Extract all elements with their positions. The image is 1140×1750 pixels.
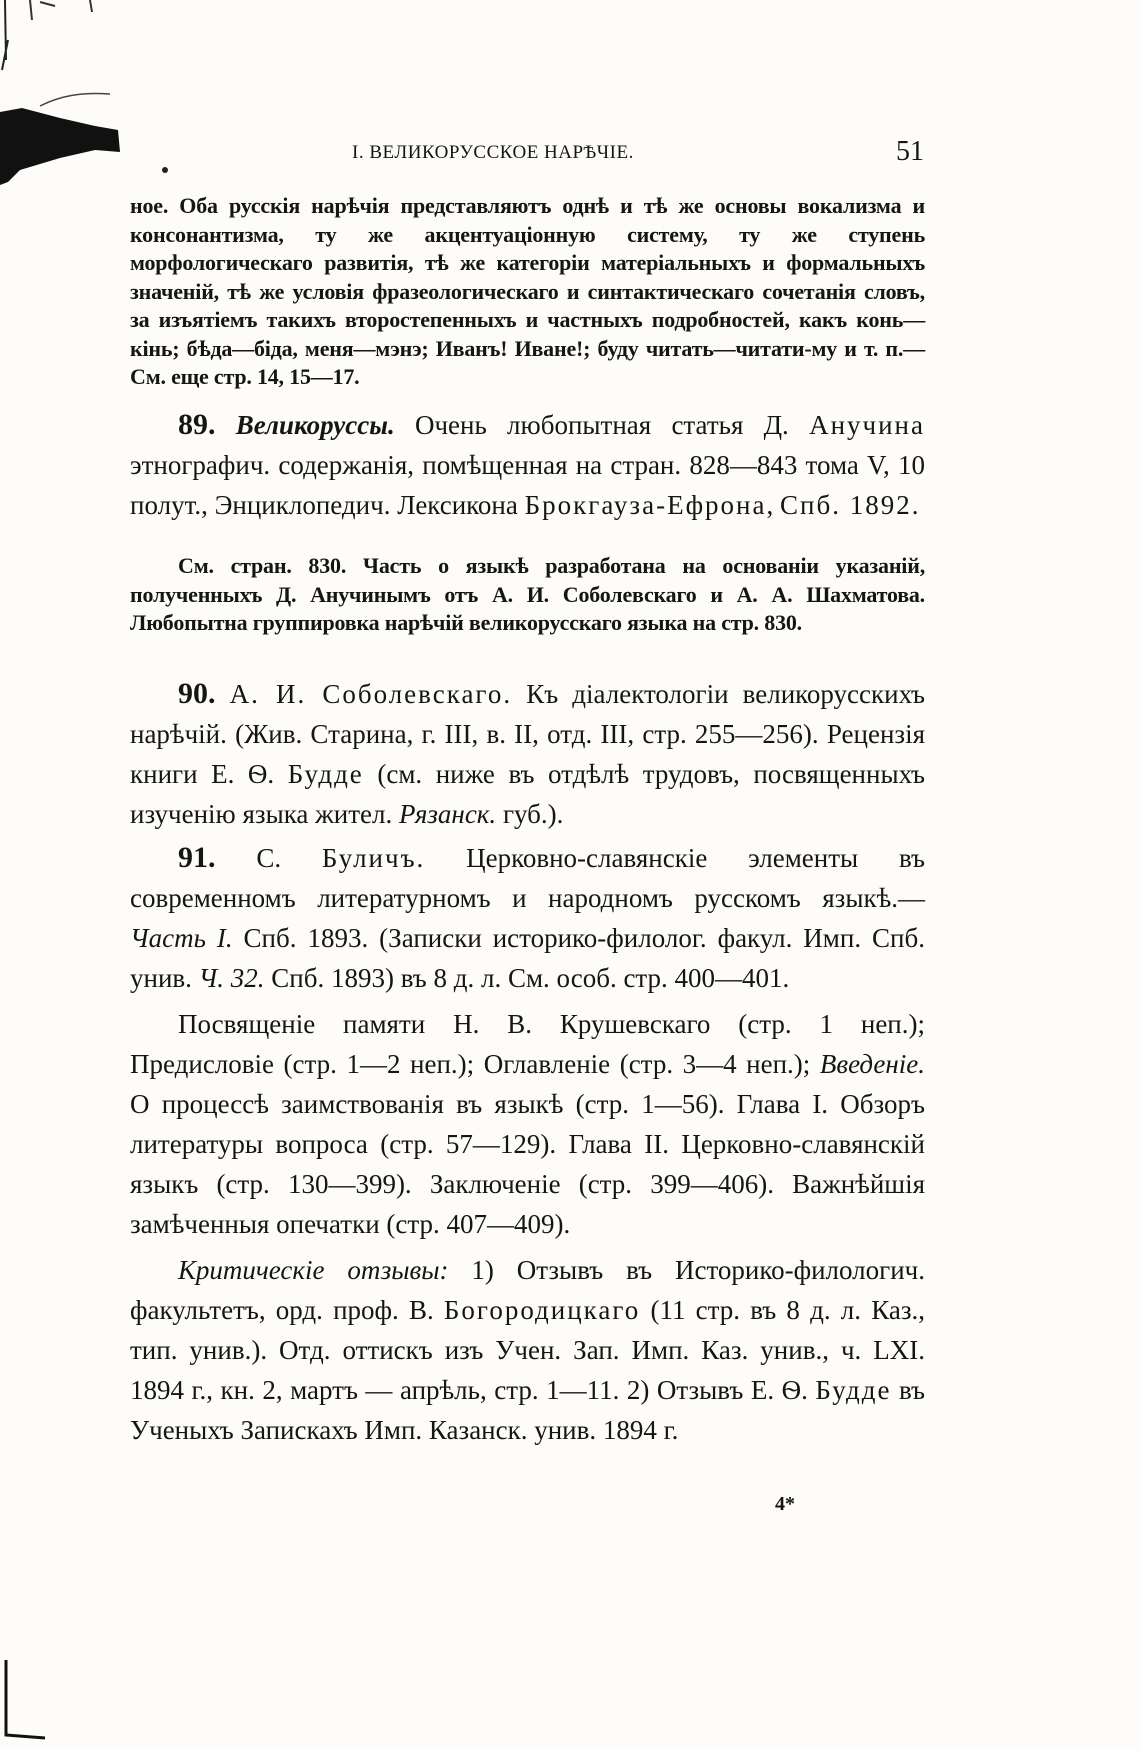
- entry-89-note: [130, 552, 925, 638]
- author-name: Буличъ.: [321, 843, 426, 873]
- italic-text: Ч. 32.: [198, 963, 265, 993]
- italic-text: Часть I.: [130, 923, 233, 953]
- entry-place: Спб. 1892.: [780, 490, 921, 520]
- author-name: А. И. Соболевскаго.: [229, 679, 513, 709]
- reviews-label: Критическіе отзывы:: [178, 1255, 449, 1285]
- author-name: Анучина: [809, 410, 925, 440]
- contents-text: О процессѣ заимствованія въ языкѣ (стр. 1—56). Глава I. Обзоръ литературы вопроса (стр. 57—129). Глава II. Церковно-славянскій языкъ (стр. 130—399). Заключеніе (стр. 399—406). Важнѣйшія замѣченныя опечатки (стр. 407—409).: [130, 1089, 925, 1239]
- italic-text: Рязанск.: [399, 799, 497, 829]
- printer-signature: 4*: [775, 1493, 795, 1515]
- italic-text: Введеніе.: [819, 1049, 926, 1079]
- entry-text: этнографич. содержанія, помѣщенная на стран. 828—843 тома V, 10 полут., Энциклопедич. Лексикона: [130, 450, 925, 520]
- entry-91: [130, 838, 925, 1450]
- entry-text: (см. ниже въ отдѣлѣ трудовъ, посвященныхъ изученію языка жител.: [130, 759, 926, 829]
- punctuation: ,: [766, 490, 774, 520]
- running-header: [130, 136, 930, 176]
- author-name: Будде: [287, 759, 364, 789]
- entry-number: 89.: [178, 408, 216, 441]
- note-text: См. стран. 830. Часть о языкѣ разработана на основаніи указаній, полученныхъ Д. Анучинымъ отъ А. И. Соболевскаго и А. А. Шахматова. Любопытна группировка нарѣчій великорусскаго языка на стр. 830.: [130, 553, 925, 635]
- page-number: 51: [896, 136, 924, 167]
- entry-90: [130, 674, 925, 834]
- reviewer-name: Будде: [815, 1375, 892, 1405]
- reviews-text: (11 стр. въ 8 д. л. Каз., тип. унив.). Отд. оттискъ изъ Учен. Зап. Имп. Каз. унив., ч. LXI. 1894 г., кн. 2, мартъ — апрѣль, стр. 1—11. 2) Отзывъ Е. Ѳ.: [130, 1295, 925, 1405]
- entry-text: Къ діалектологіи великорусскихъ нарѣчій. (Жив. Старина, г. III, в. II, отд. III, стр. 255—256). Рецензія книги Е. Ѳ.: [130, 679, 926, 789]
- publisher-name: Брокгауза-Ефрона: [524, 490, 767, 520]
- binding-mark: [0, 1660, 60, 1750]
- header-title: I. ВЕЛИКОРУССКОЕ НАРѢЧІЕ.: [352, 142, 634, 163]
- continued-paragraph: [130, 192, 925, 392]
- entry-text: Спб. 1893) въ 8 д. л. См. особ. стр. 400—401.: [271, 963, 790, 993]
- entry-text: губ.).: [502, 799, 564, 829]
- reviews-text: въ Ученыхъ Запискахъ Имп. Казанск. унив. 1894 г.: [130, 1375, 926, 1445]
- entry-text: Спб. 1893. (Записки историко-филолог. факул. Имп. Спб. унив.: [130, 923, 925, 993]
- entry-title: Великоруссы.: [235, 410, 395, 440]
- entry-number: 91.: [178, 841, 216, 874]
- entry-number: 90.: [178, 677, 216, 710]
- author-initial: С.: [256, 843, 282, 873]
- entry-89: [130, 405, 925, 525]
- contents-text: Посвященіе памяти Н. В. Крушевскаго (стр. 1 неп.); Предисловіе (стр. 1—2 неп.); Оглавленіе (стр. 3—4 неп.);: [130, 1009, 925, 1079]
- entry-text: Очень любопытная статья Д.: [414, 410, 789, 440]
- paragraph-text: ное. Оба русскія нарѣчія представляютъ однѣ и тѣ же основы вокализма и консонантизма, ту же акцентуаціонную систему, ту же ступень морфологическаго развитія, тѣ же категоріи матеріальныхъ и формальныхъ значеній, тѣ же условія фразеологическаго и синтактическаго сочетанія словъ, за изъятіемъ такихъ второстепенныхъ и частныхъ подробностей, какъ конь—кінь; бѣда—біда, меня—мэнэ; Иванъ! Иване!; буду читать—читати-му и т. п.—См. еще стр. 14, 15—17.: [130, 193, 925, 389]
- reviews-text: 1) Отзывъ въ Историко-филологич. факультетъ, орд. проф. В.: [130, 1255, 925, 1325]
- reviewer-name: Богородицкаго: [443, 1295, 641, 1325]
- entry-text: Церковно-славянскіе элементы въ современномъ литературномъ и народномъ русскомъ языкѣ.—: [130, 843, 926, 913]
